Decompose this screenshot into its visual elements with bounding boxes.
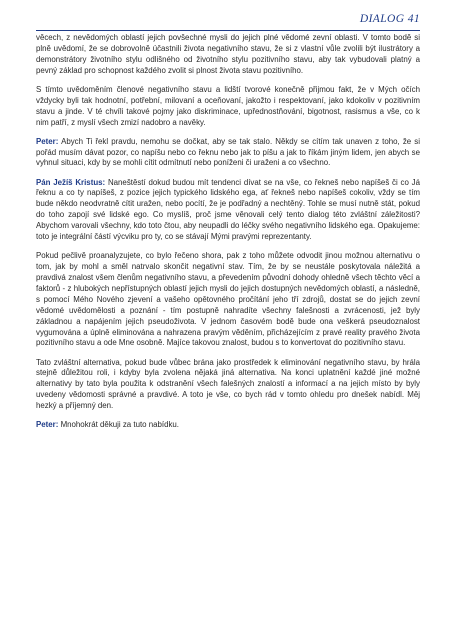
paragraph <box>36 178 420 243</box>
paragraph-text: Tato zvláštní alternativa, pokud bude vůbec brána jako prostředek k eliminování negativního stavu, by hrála stejně důležitou roli, i kdyby byla zvolena nějaká jiná alternativa. Na konci uplatnění každé jiné možné alternativy by tato byla použita k odstranění všech falešných znalostí a informací a na jejich místo by byly uvedeny vědomosti správné a pravdivé. A toto je vše, co bych rád v tomto ohledu pro dnešek nabídl. Měj hezký a příjemný den. <box>36 357 420 411</box>
page-header <box>36 12 420 31</box>
paragraph-text: Pokud pečlivě proanalyzujete, co bylo řečeno shora, pak z toho můžete odvodit jinou možnou alternativu o tom, jak by mohl a směl natrvalo skončit negativní stav. Tím, že by se neustále poskytovala náležitá a pravdivá znalost všem členům negativního stavu, a převedením původní dohody ohledně všech těchto věcí a faktorů - z hlubokých nepřístupných oblastí jejich mysli do jejich dostupných nevědomých oblastí, a následně, s pomocí Mého Nového zjevení a vašeho opětovného pročítání jeho tří zdrojů, dostat se do jejich zevní vědomé uvědomělosti a poznání - tím postupně nahradíte všechny falešnosti a zvrácenosti, jež byly základnou a napájením jejich pseudoživota. V jednom časovém bodě bude ona veškerá pseudoznalost vygumována a úplně eliminována a nahrazena pravým věděním, přicházejícím z pravé reality pravého života pozitivního stavu a ode Mne osobně. Majíce takovou znalost, budou s to konvertovat do pozitivního stavu. <box>36 251 420 348</box>
paragraph-text: Mnohokrát děkuji za tuto nabídku. <box>58 420 180 430</box>
paragraph-text: Abych Ti řekl pravdu, nemohu se dočkat, aby se tak stalo. Někdy se cítím tak unaven z toho, že si pořád musím dávat pozor, co napíšu nebo co řeknu nebo jak to píšu a jak to říkám jiným lidem, jen abych se vyhnul situaci, kdy by se mohli cítit odmítnutí nebo poníženi či uraženi a co všechno. <box>36 136 420 168</box>
paragraph-text: věcech, z nevědomých oblastí jejich povšechné mysli do jejich plné vědomé zevní oblasti. V tomto bodě si plně uvědomí, že se dobrovolně účastnili života negativního stavu, že si z vlastní vůle zvolili být ilustrátory a demonstrátory životního stylu odlišného od životního stylu pozitivního stavu, aby tak vybudovali platný a pevný základ pro schopnost každého zvolit si plnost života stavu pozitivního. <box>36 33 420 75</box>
paragraph-text: S tímto uvědoměním členové negativního stavu a lidští tvorové konečně přijmou fakt, že v Mých očích vždycky byli tak hodnotní, potřební, milovaní a oceňovaní, jakožto i respektovaní, jako kdokoliv v pozitivním stavu a jinde. V té chvíli takové pojmy jako diskriminace, upřednostňování, bigotnost, rasismus a vše, co k nim patří, z myslí všech zmizí nadobro a navěky. <box>36 84 420 127</box>
speaker-name: Peter: <box>36 420 59 430</box>
paragraph <box>36 85 420 129</box>
body-text <box>36 33 420 439</box>
paragraph <box>36 33 420 77</box>
header-title: DIALOG 41 <box>359 13 420 25</box>
speaker-name: Pán Ježíš Kristus: <box>36 177 106 187</box>
paragraph <box>36 420 420 431</box>
paragraph-text: Naneštěstí dokud budou mít tendenci dívat se na vše, co řekneš nebo napíšeš či co Já řeknu a co ty napíšeš, z pozice jejich typického lidského ega, ať řekneš nebo napíšeš cokoliv, vždy se tím bude někdo neodvratně cítit uražen, nebo pocítí, že je podřadný a nechtěný. Tohle se musí nutně stát, pokud do toho zapojí své lidské ego. Co myslíš, proč jsme věnovali celý tento dialog této zvláštní záležitosti? Abychom varovali všechny, kdo toto čtou, aby neupadli do léčky svého negativního lidského ega. Opakujeme: toto je integrální částí výcviku pro ty, co se stávají Mými pravými reprezentanty. <box>36 177 420 242</box>
paragraph <box>36 251 420 349</box>
paragraph <box>36 137 420 170</box>
paragraph <box>36 358 420 413</box>
speaker-name: Peter: <box>36 136 59 146</box>
